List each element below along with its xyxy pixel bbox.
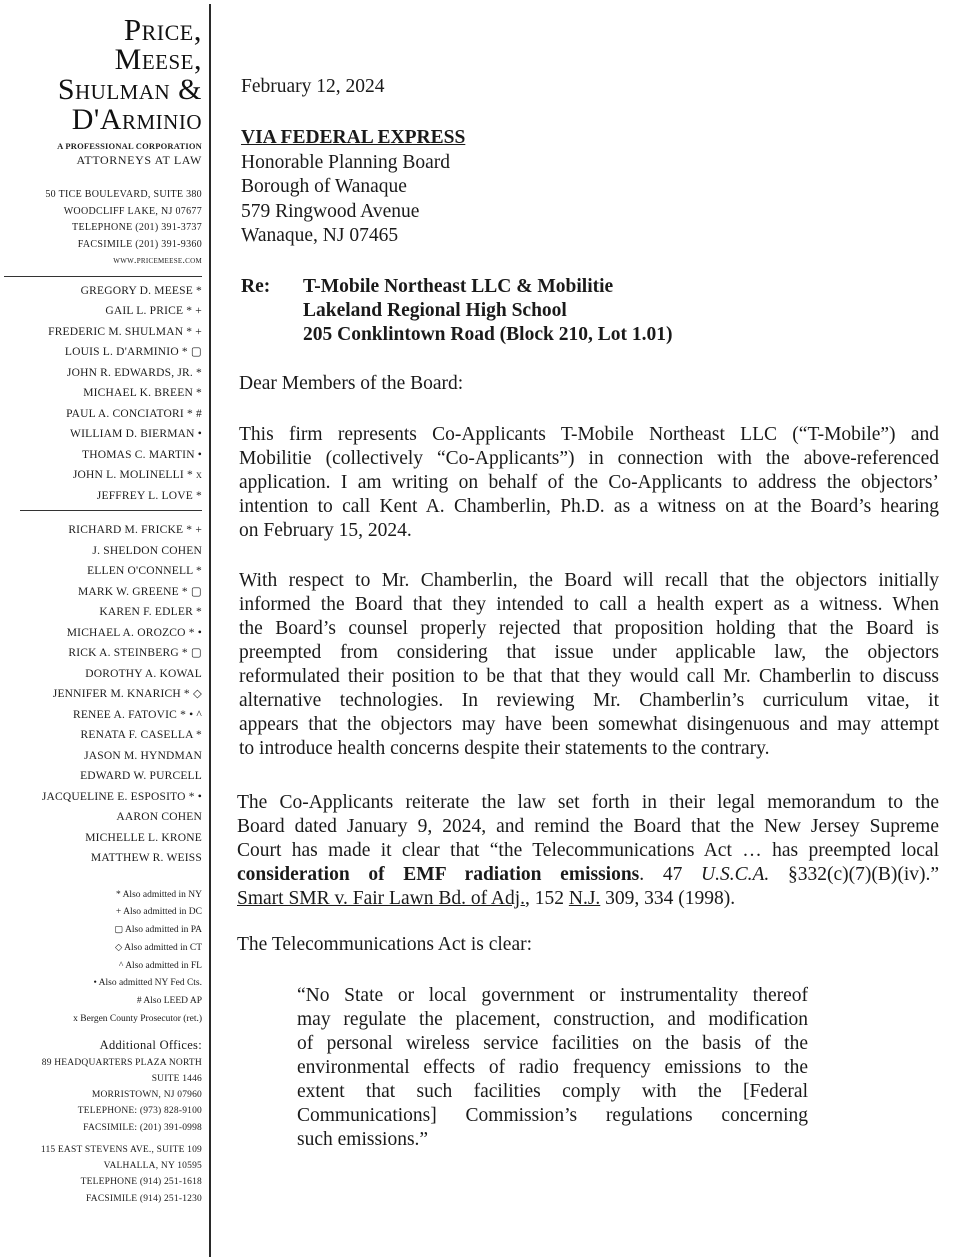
paragraph: The Telecommunications Act is clear: — [237, 934, 533, 955]
attorney-name: MATTHEW R. WEISS — [90, 852, 202, 864]
legend-item: + Also admitted in DC — [115, 907, 202, 918]
block-quote — [297, 984, 808, 1152]
paragraph-line: intention to call Kent A. Chamberlin, Ph.D. as a witness on at the Board’s hearing — [239, 496, 939, 517]
recipient-line: Honorable Planning Board — [241, 151, 451, 173]
facsimile: FACSIMILE: (201) 391-0998 — [83, 1122, 202, 1133]
case-citation: Smart SMR v. Fair Lawn Bd. of Adj. — [237, 888, 525, 909]
website-link[interactable]: www.pricemeese.com — [113, 256, 202, 266]
legend-item: ▢ Also admitted in PA — [114, 925, 202, 936]
address-line: VALHALLA, NY 10595 — [103, 1161, 202, 1172]
attorney-name: AARON COHEN — [116, 811, 202, 823]
quote-line: Communications] Commission’s regulations concerning — [297, 1105, 808, 1126]
paragraph-line: reformulated their position to be that that they would call Mr. Chamberlin to discuss — [239, 666, 939, 687]
address-line: 50 TICE BOULEVARD, SUITE 380 — [45, 189, 202, 200]
legend-item: ^ Also admitted in FL — [118, 960, 202, 971]
attorney-name: KAREN F. EDLER * — [99, 606, 202, 618]
paragraph-line: This firm represents Co-Applicants T-Mobile Northeast LLC (“T-Mobile”) and — [239, 424, 939, 445]
attorney-name: JACQUELINE E. ESPOSITO * • — [41, 790, 202, 803]
quote-line: such emissions.” — [297, 1129, 429, 1150]
facsimile: FACSIMILE (201) 391-9360 — [77, 238, 202, 250]
legend-item: x Bergen County Prosecutor (ret.) — [73, 1014, 202, 1025]
attorney-name: MICHAEL K. BREEN * — [83, 387, 202, 399]
legend-item: • Also admitted NY Fed Cts. — [93, 978, 202, 989]
firm-name-line: D'Arminio — [71, 103, 202, 136]
paragraph-line: The Co-Applicants reiterate the law set forth in their legal memorandum to the — [237, 792, 939, 813]
facsimile: FACSIMILE (914) 251-1230 — [86, 1193, 202, 1204]
address-line: WOODCLIFF LAKE, NJ 07677 — [63, 205, 202, 217]
paragraph-line: Court has made it clear that “the Telecommunications Act … has preempted local — [237, 840, 939, 861]
attorney-name: DOROTHY A. KOWAL — [85, 667, 202, 680]
paragraph-line: alternative technologies. In reviewing Mr. Chamberlin’s curriculum vitae, it — [239, 690, 939, 711]
attorney-name: JOHN L. MOLINELLI * x — [72, 469, 202, 481]
quote-line: extent that such facilities comply with the [Federal — [297, 1081, 808, 1102]
re-line: Lakeland Regional High School — [303, 300, 567, 321]
attorney-name: GAIL L. PRICE * + — [105, 305, 202, 317]
text-span: . 47 — [639, 864, 702, 885]
letter-date: February 12, 2024 — [241, 76, 385, 97]
paragraph-line: application. I am writing on behalf of the Co-Applicants to address the objectors’ — [239, 472, 939, 493]
paragraph-line: on February 15, 2024. — [239, 520, 412, 541]
attorney-name: MARK W. GREENE * ▢ — [77, 585, 202, 598]
quote-line: environmental effects of radio frequency emissions to the — [297, 1057, 808, 1078]
paragraph-line: the Board’s counsel properly rejected that proposition holding that the Board is — [239, 618, 939, 639]
telephone: TELEPHONE: (973) 828-9100 — [77, 1106, 202, 1117]
attorney-name: RICK A. STEINBERG * ▢ — [68, 647, 202, 659]
additional-offices-label: Additional Offices: — [99, 1037, 202, 1052]
attorney-name: JOHN R. EDWARDS, JR. * — [66, 366, 202, 379]
quote-line: “No State or local government or instrumentality thereof — [297, 985, 808, 1006]
paragraph-line: informed the Board that they intended to call a health expert as a witness. When — [239, 594, 939, 615]
re-subject — [303, 275, 672, 347]
recipient-block — [241, 126, 465, 249]
firm-name-line: Shulman & — [57, 73, 202, 106]
address-line: 89 HEADQUARTERS PLAZA NORTH — [41, 1057, 202, 1068]
re-line: T-Mobile Northeast LLC & Mobilitie — [303, 276, 614, 297]
text-span: , 152 — [525, 888, 569, 909]
attorney-name: RENATA F. CASELLA * — [80, 729, 202, 741]
professional-corp: A PROFESSIONAL CORPORATION — [57, 141, 202, 151]
paragraph — [239, 423, 939, 543]
firm-name-line: Price, — [123, 12, 202, 47]
attorney-name: JEFFREY L. LOVE * — [96, 489, 202, 502]
salutation: Dear Members of the Board: — [239, 373, 464, 394]
address-line: MORRISTOWN, NJ 07960 — [91, 1090, 202, 1101]
attorney-name: JENNIFER M. KNARICH * ◇ — [52, 688, 202, 700]
attorney-name: WILLIAM D. BIERMAN • — [70, 428, 202, 440]
re-line: 205 Conklintown Road (Block 210, Lot 1.01) — [303, 324, 673, 345]
text-span: 309, 334 (1998). — [600, 888, 736, 909]
legend-item: * Also admitted in NY — [115, 889, 202, 900]
paragraph-line: to introduce health concerns despite their statements to the contrary. — [239, 738, 770, 759]
paragraph-line: Mobilitie (collectively “Co-Applicants”) in connection with the above-referenced — [239, 448, 939, 469]
paragraph-line: With respect to Mr. Chamberlin, the Board will recall that the objectors initially — [239, 570, 939, 591]
legend-item: ◇ Also admitted in CT — [115, 942, 202, 953]
paragraph-line: appears that the objectors may have been somewhat disingenuous and may attempt — [239, 714, 939, 735]
attorney-name: THOMAS C. MARTIN • — [81, 448, 202, 461]
paragraph-line — [237, 887, 939, 911]
delivery-method: VIA FEDERAL EXPRESS — [241, 127, 466, 148]
attorney-name: PAUL A. CONCIATORI * # — [66, 407, 202, 420]
recipient-line: Borough of Wanaque — [241, 176, 407, 197]
paragraph — [237, 791, 939, 911]
firm-name-line: Meese, — [114, 43, 202, 76]
quote-line: of personal wireless service facilities on the basis of the — [297, 1033, 808, 1054]
attorney-name: RENEE A. FATOVIC * • ^ — [72, 708, 202, 721]
address-line: 115 EAST STEVENS AVE., SUITE 109 — [40, 1144, 202, 1155]
paragraph — [239, 569, 939, 761]
quote-line: may regulate the placement, construction, and modification — [297, 1009, 808, 1030]
attorney-name: MICHELLE L. KRONE — [85, 831, 202, 844]
statute-citation: U.S.C.A. — [701, 864, 770, 885]
recipient-line: Wanaque, NJ 07465 — [241, 225, 399, 246]
attorney-name: MICHAEL A. OROZCO * • — [66, 626, 202, 639]
paragraph-line: preempted from considering that issue under applicable law, the objectors — [239, 642, 939, 663]
attorney-name: GREGORY D. MEESE * — [80, 284, 202, 297]
telephone: TELEPHONE (914) 251-1618 — [80, 1177, 202, 1188]
attorney-name: FREDERIC M. SHULMAN * + — [48, 325, 202, 338]
attorney-name: LOUIS L. D'ARMINIO * ▢ — [64, 346, 202, 358]
paragraph-line — [237, 863, 939, 887]
attorney-name: J. SHELDON COHEN — [92, 544, 202, 557]
reporter-citation: N.J. — [568, 888, 601, 909]
attorney-name: ELLEN O'CONNELL * — [87, 565, 202, 577]
address-line: SUITE 1446 — [151, 1074, 202, 1085]
attorney-name: RICHARD M. FRICKE * + — [68, 524, 202, 536]
attorneys-at-law: ATTORNEYS AT LAW — [76, 153, 202, 167]
re-label: Re: — [241, 276, 271, 297]
telephone: TELEPHONE (201) 391-3737 — [72, 222, 202, 233]
paragraph-line: Board dated January 9, 2024, and remind the Board that the New Jersey Supreme — [237, 816, 939, 837]
text-span: §332(c)(7)(B)(iv).” — [769, 864, 940, 885]
emphasis: consideration of EMF radiation emissions — [237, 864, 640, 885]
attorney-name: JASON M. HYNDMAN — [84, 749, 202, 762]
legend-item: # Also LEED AP — [136, 996, 202, 1007]
recipient-line: 579 Ringwood Avenue — [241, 200, 420, 222]
attorney-name: EDWARD W. PURCELL — [80, 770, 202, 782]
